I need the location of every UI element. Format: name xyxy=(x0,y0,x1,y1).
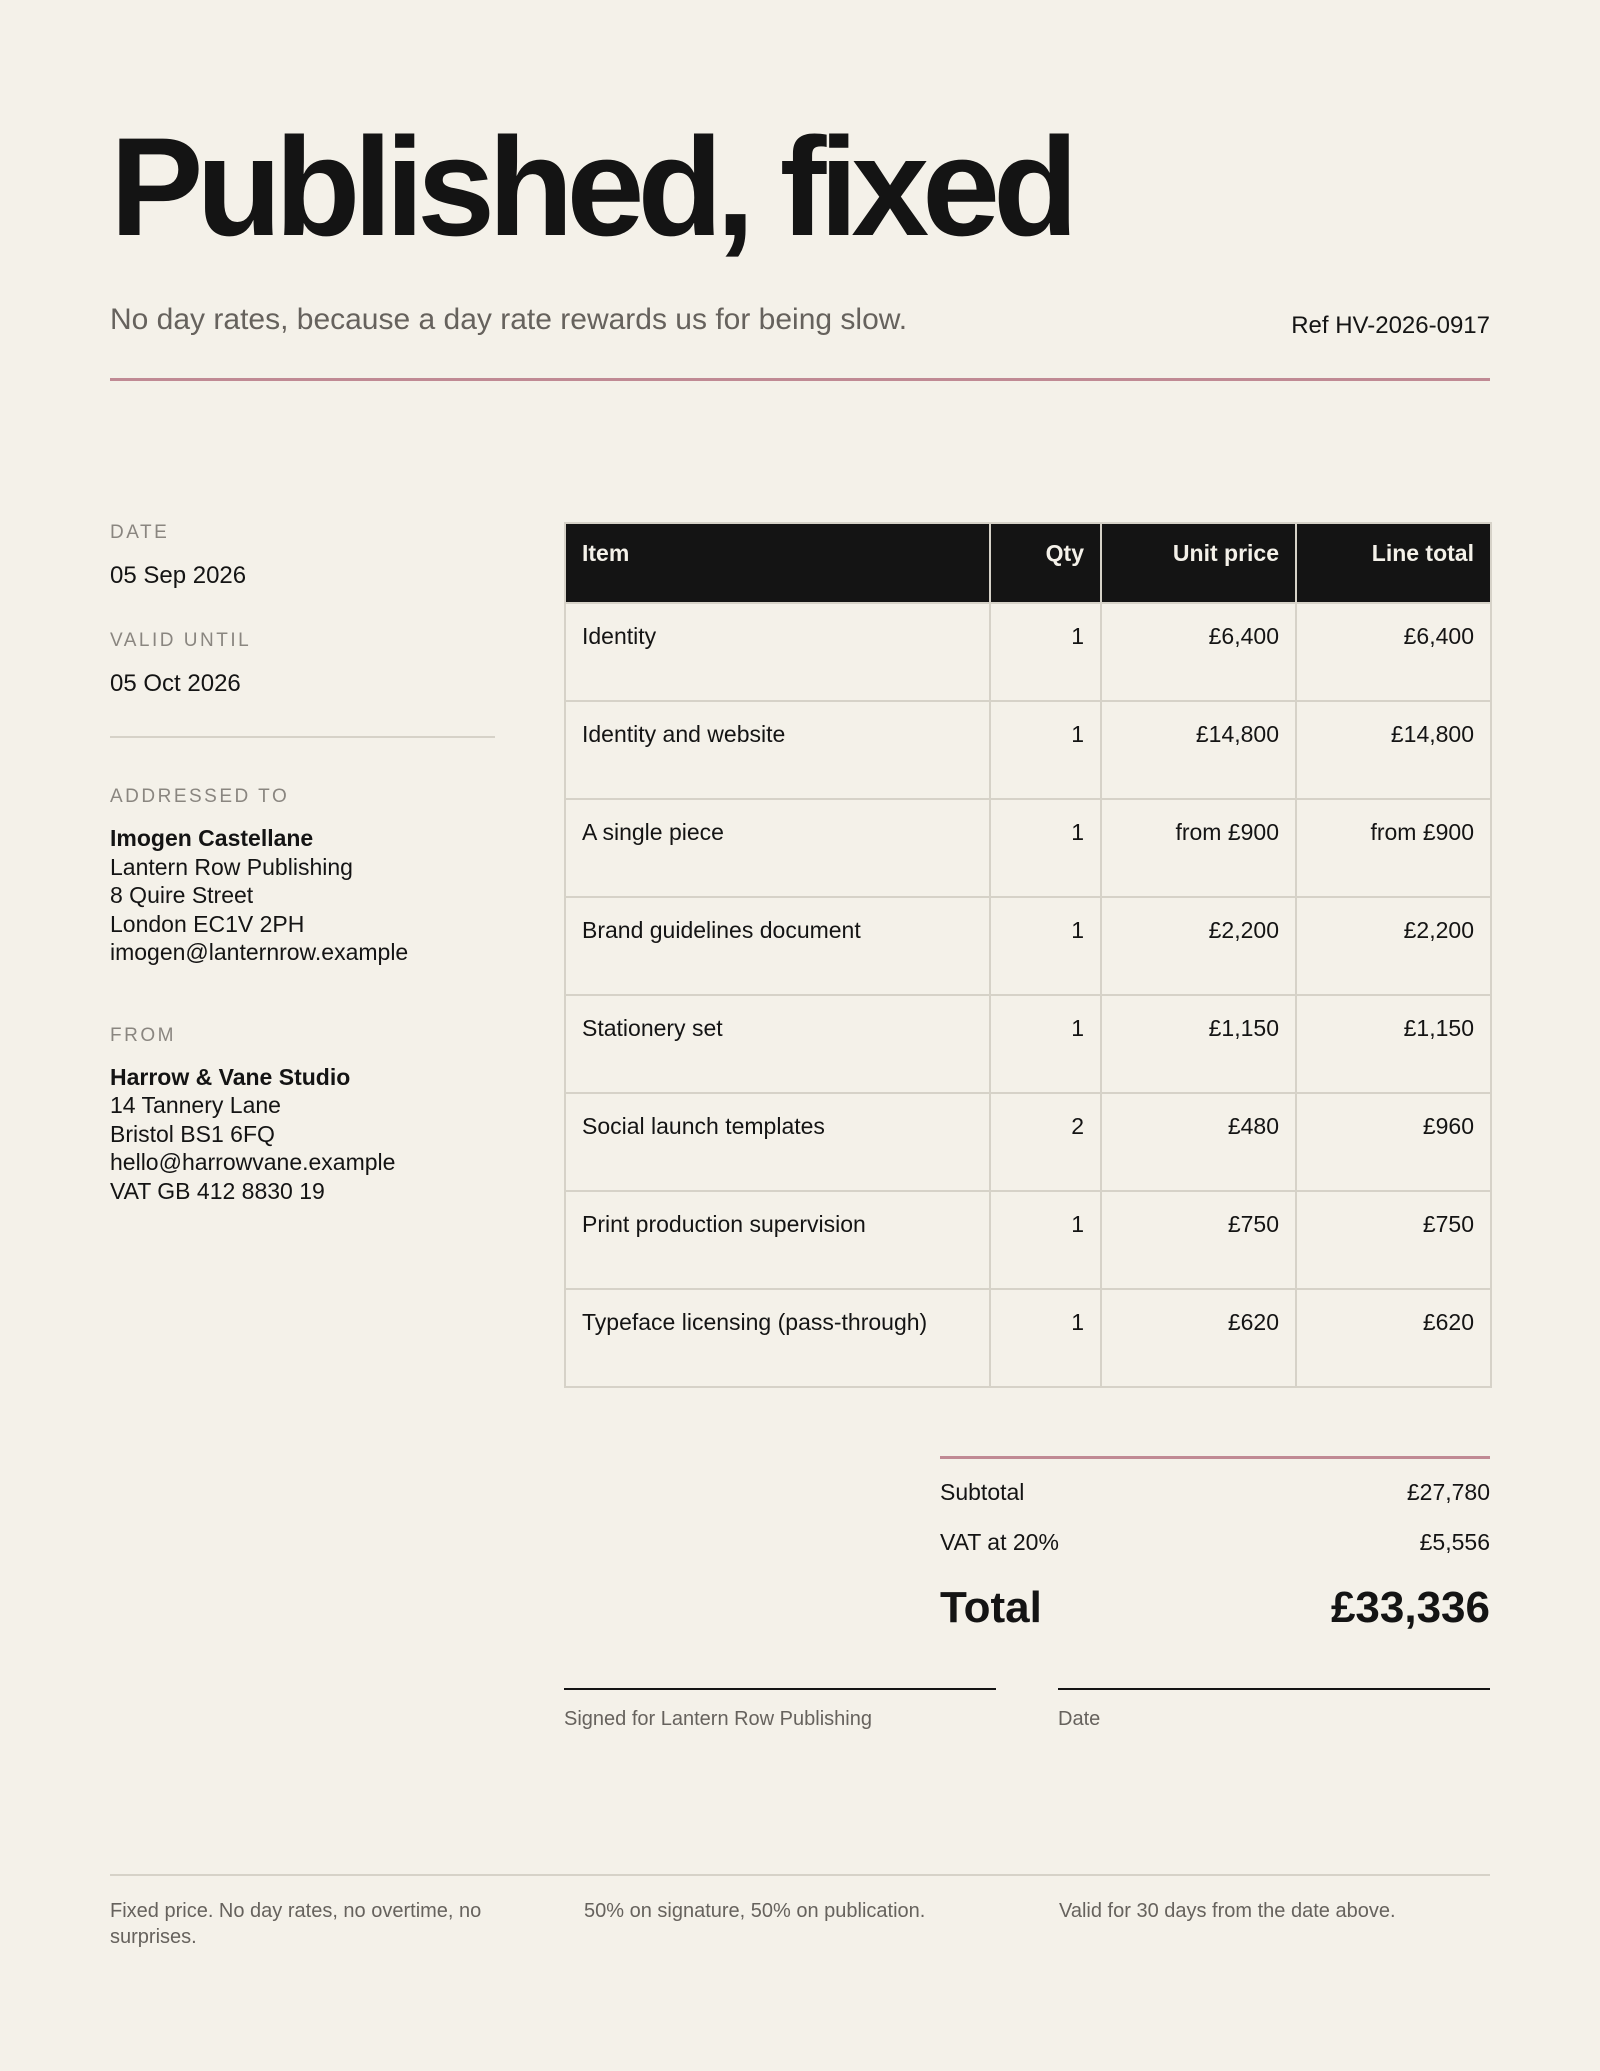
cell-line-total: £14,800 xyxy=(1296,701,1491,799)
line-items-table xyxy=(564,522,1492,1388)
subtotal-row xyxy=(940,1477,1490,1507)
table-row xyxy=(565,603,1491,701)
cell-qty: 1 xyxy=(990,1191,1101,1289)
cell-unit-price: £6,400 xyxy=(1101,603,1296,701)
cell-qty: 1 xyxy=(990,1289,1101,1387)
cell-line-total: £1,150 xyxy=(1296,995,1491,1093)
reference-number: Ref HV-2026-0917 xyxy=(1291,312,1490,339)
client-email: imogen@lanternrow.example xyxy=(110,939,409,965)
column-header-unit-price: Unit price xyxy=(1101,523,1296,603)
addressed-to-label: ADDRESSED TO xyxy=(110,786,290,807)
header-divider xyxy=(110,378,1490,381)
date-line xyxy=(1058,1688,1490,1690)
cell-unit-price: £480 xyxy=(1101,1093,1296,1191)
column-header-item: Item xyxy=(565,523,990,603)
table-row xyxy=(565,995,1491,1093)
addressed-to-block xyxy=(110,784,495,967)
cell-line-total: £750 xyxy=(1296,1191,1491,1289)
date-caption: Date xyxy=(1058,1708,1101,1730)
studio-address-line: Bristol BS1 6FQ xyxy=(110,1120,275,1147)
page-subtitle: No day rates, because a day rate rewards us for being slow. xyxy=(110,303,908,336)
table-row xyxy=(565,1191,1491,1289)
cell-qty: 1 xyxy=(990,603,1101,701)
signature-line xyxy=(564,1688,996,1690)
subtotal-value: £27,780 xyxy=(1406,1479,1490,1505)
studio-vat-number: VAT GB 412 8830 19 xyxy=(110,1177,325,1204)
footer-divider xyxy=(110,1874,1490,1876)
table-header xyxy=(565,523,1491,603)
vat-label: VAT at 20% xyxy=(940,1529,1059,1555)
cell-item: Typeface licensing (pass-through) xyxy=(565,1289,990,1387)
totals-divider xyxy=(940,1456,1490,1459)
studio-address-line: 14 Tannery Lane xyxy=(110,1092,281,1118)
cell-item: Brand guidelines document xyxy=(565,897,990,995)
signature-date-field[interactable] xyxy=(1058,1688,1490,1732)
cell-item: Identity xyxy=(565,603,990,701)
cell-item: Identity and website xyxy=(565,701,990,799)
from-label: FROM xyxy=(110,1024,176,1046)
table-row xyxy=(565,799,1491,897)
cell-qty: 1 xyxy=(990,701,1101,799)
total-value: £33,336 xyxy=(1330,1583,1490,1632)
cell-line-total: £960 xyxy=(1296,1093,1491,1191)
cell-unit-price: £2,200 xyxy=(1101,897,1296,995)
cell-qty: 1 xyxy=(990,897,1101,995)
cell-qty: 1 xyxy=(990,799,1101,897)
client-address-line: London EC1V 2PH xyxy=(110,910,305,937)
table-row xyxy=(565,897,1491,995)
cell-item: Print production supervision xyxy=(565,1191,990,1289)
signature-caption: Signed for Lantern Row Publishing xyxy=(564,1708,872,1730)
from-address xyxy=(110,1063,495,1206)
signature-field[interactable] xyxy=(564,1688,996,1732)
cell-qty: 1 xyxy=(990,995,1101,1093)
studio-email: hello@harrowvane.example xyxy=(110,1149,396,1175)
valid-until-label: VALID UNTIL xyxy=(110,630,252,651)
cell-unit-price: £620 xyxy=(1101,1289,1296,1387)
client-address-line: 8 Quire Street xyxy=(110,882,254,908)
quote-document xyxy=(110,0,1490,2071)
footer-note-payment: 50% on signature, 50% on publication. xyxy=(584,1900,926,1922)
table-body xyxy=(565,603,1491,1387)
client-name: Imogen Castellane xyxy=(110,825,314,851)
date-value: 05 Sep 2026 xyxy=(110,562,247,589)
cell-unit-price: £750 xyxy=(1101,1191,1296,1289)
cell-item: Social launch templates xyxy=(565,1093,990,1191)
cell-line-total: £620 xyxy=(1296,1289,1491,1387)
cell-line-total: £2,200 xyxy=(1296,897,1491,995)
cell-qty: 2 xyxy=(990,1093,1101,1191)
footer-note-validity: Valid for 30 days from the date above. xyxy=(1059,1900,1396,1922)
valid-until-value: 05 Oct 2026 xyxy=(110,670,241,697)
cell-unit-price: from £900 xyxy=(1101,799,1296,897)
total-row xyxy=(940,1583,1490,1633)
details-column xyxy=(110,520,495,1261)
table-header-row xyxy=(565,523,1491,603)
column-header-qty: Qty xyxy=(990,523,1101,603)
vat-value: £5,556 xyxy=(1419,1529,1490,1555)
cell-unit-price: £14,800 xyxy=(1101,701,1296,799)
cell-line-total: £6,400 xyxy=(1296,603,1491,701)
client-address-line: Lantern Row Publishing xyxy=(110,853,353,880)
table-row xyxy=(565,1289,1491,1387)
date-block xyxy=(110,520,495,592)
details-divider xyxy=(110,736,495,738)
totals-block xyxy=(940,1456,1490,1633)
vat-row xyxy=(940,1527,1490,1557)
column-header-line-total: Line total xyxy=(1296,523,1491,603)
addressed-to-address xyxy=(110,824,495,967)
subtotal-label: Subtotal xyxy=(940,1479,1025,1505)
cell-item: A single piece xyxy=(565,799,990,897)
cell-item: Stationery set xyxy=(565,995,990,1093)
table-row xyxy=(565,1093,1491,1191)
studio-name: Harrow & Vane Studio xyxy=(110,1063,351,1090)
total-label: Total xyxy=(940,1583,1042,1632)
cell-line-total: from £900 xyxy=(1296,799,1491,897)
date-label: DATE xyxy=(110,522,170,543)
page-title: Published, fixed xyxy=(110,108,1072,265)
footer-note-pricing: Fixed price. No day rates, no overtime, no surprises. xyxy=(110,1900,482,1948)
table-row xyxy=(565,701,1491,799)
valid-until-block xyxy=(110,628,495,700)
cell-unit-price: £1,150 xyxy=(1101,995,1296,1093)
from-block xyxy=(110,1023,495,1206)
